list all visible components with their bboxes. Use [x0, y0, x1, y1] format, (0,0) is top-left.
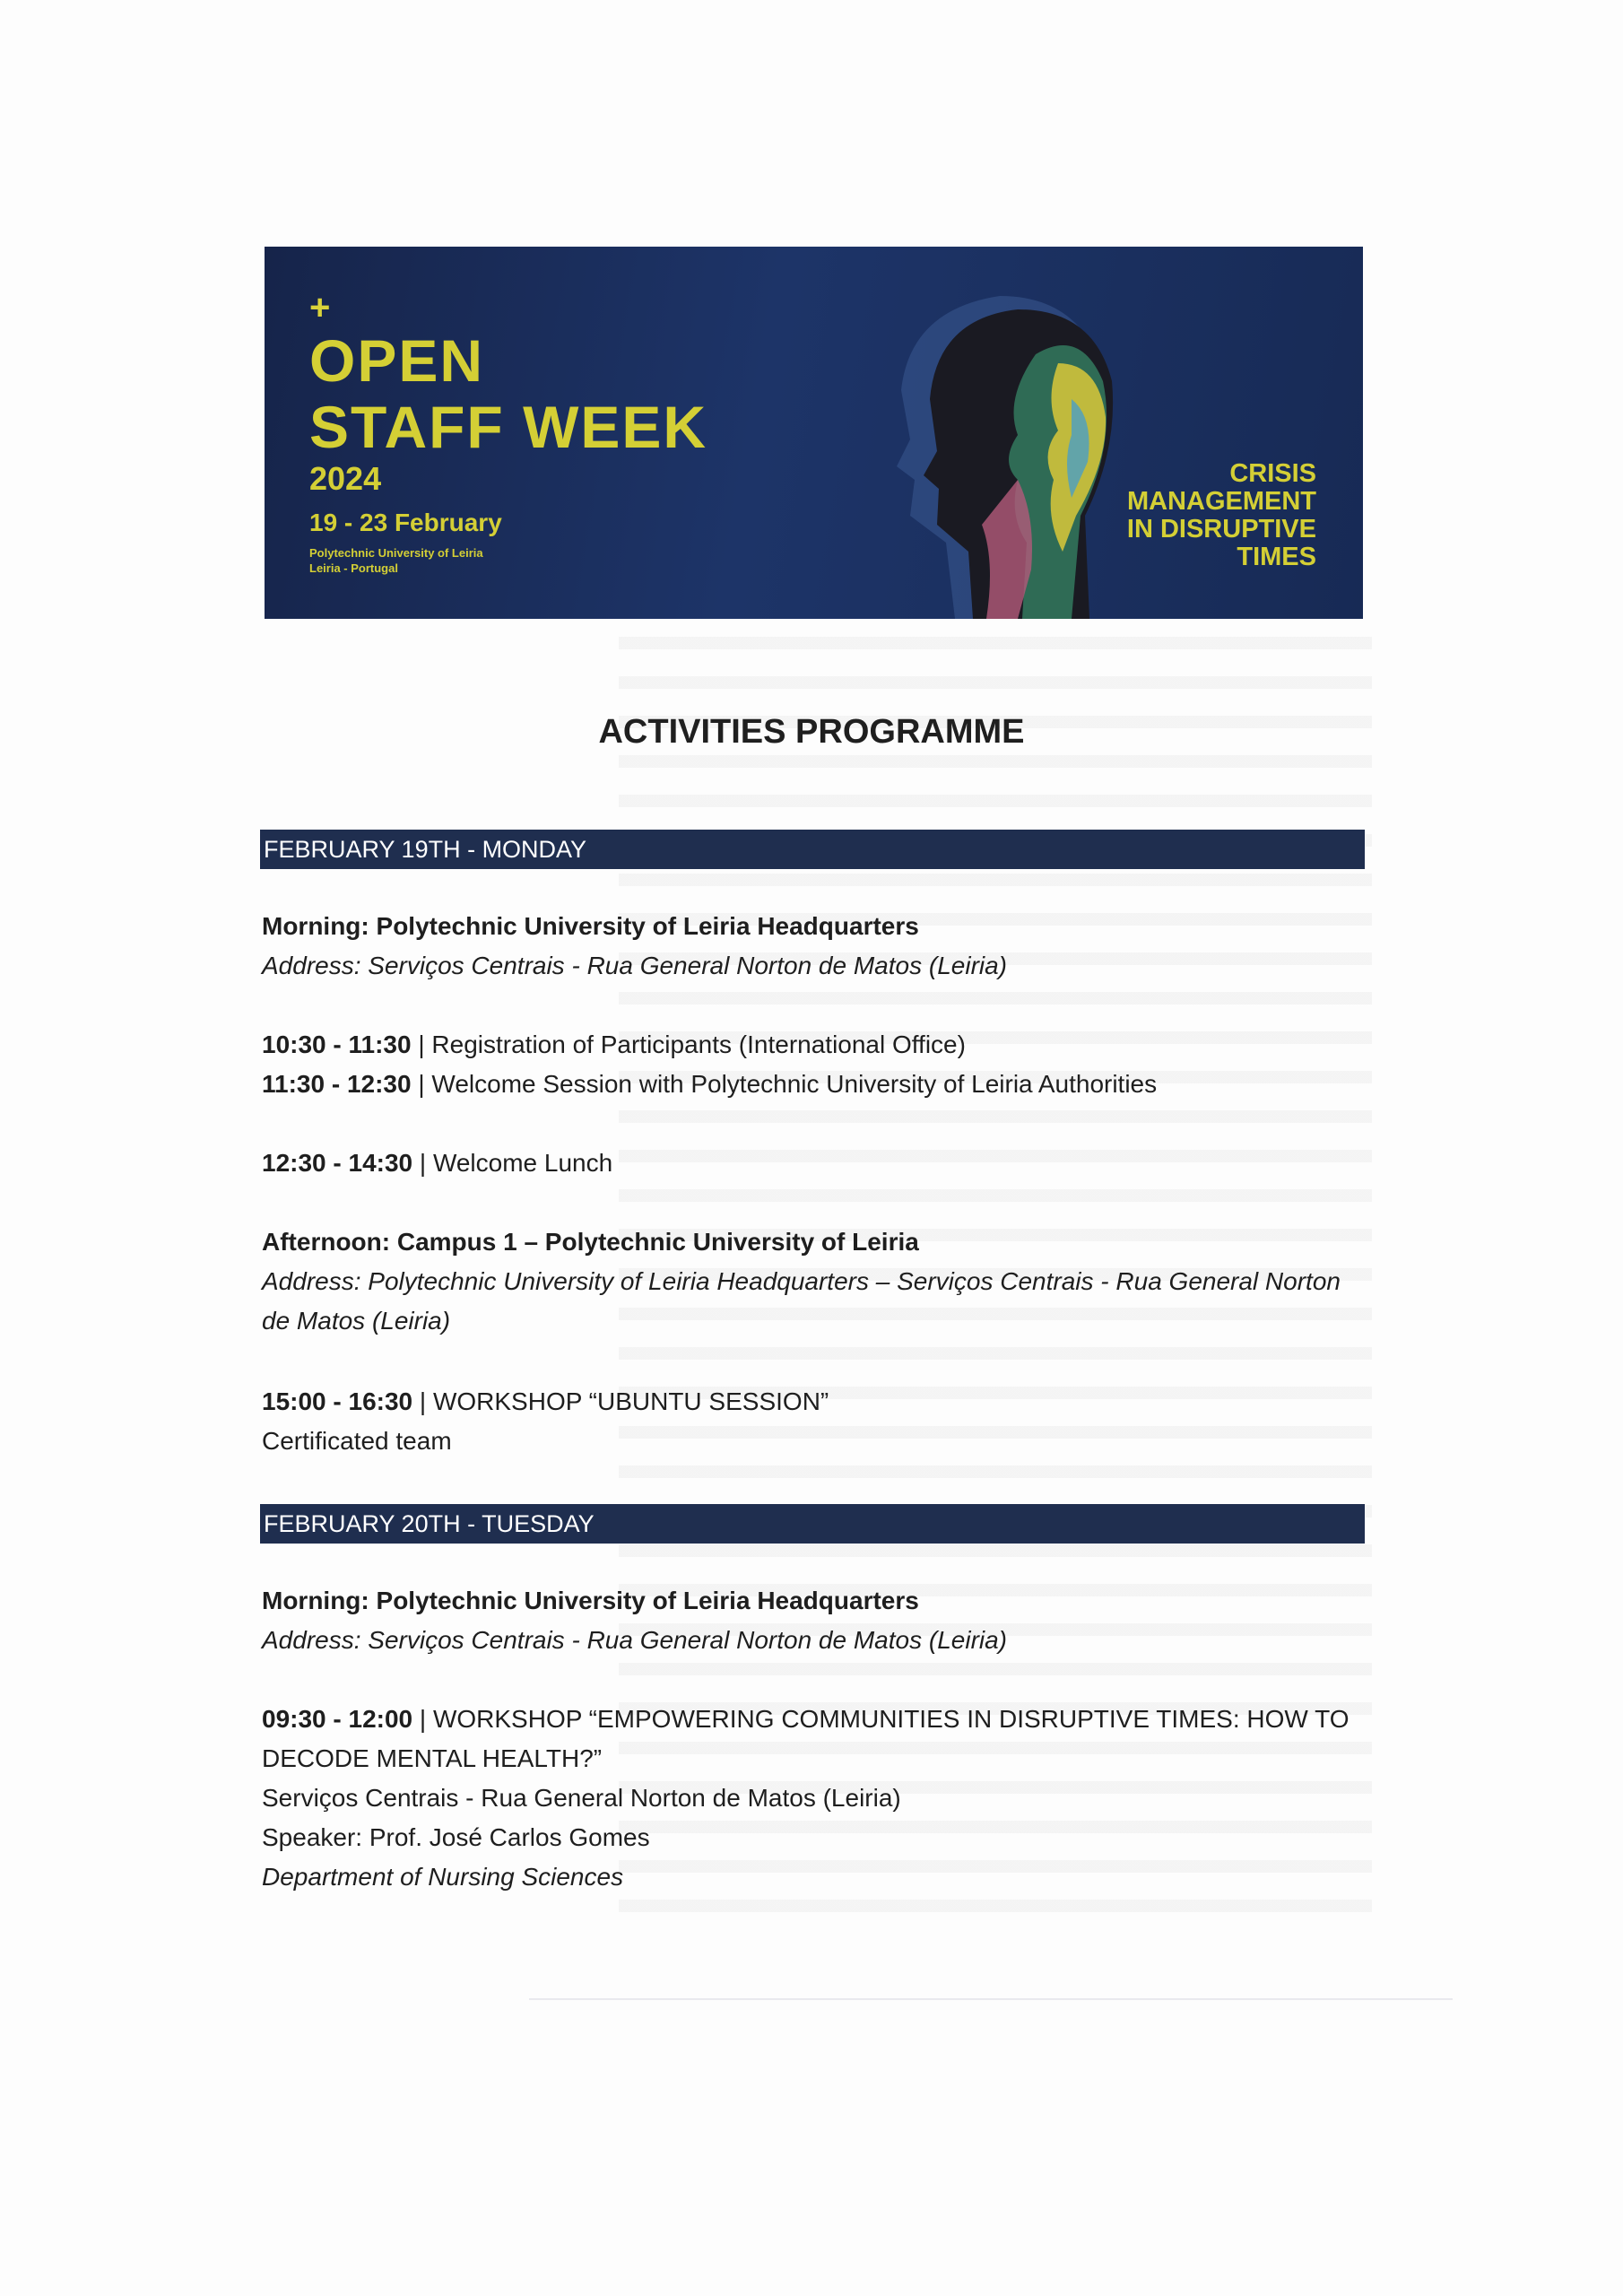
workshop-time: 09:30 - 12:00 [262, 1705, 413, 1733]
afternoon-address: Address: Polytechnic University of Leiria Headquarters – Serviços Centrais - Rua General Norton de Matos (Leiria) [262, 1267, 1341, 1335]
schedule-time: 11:30 - 12:30 [262, 1070, 412, 1098]
morning-label: Morning: Polytechnic University of Leiria Headquarters [262, 912, 919, 940]
event-title-line1: OPEN [309, 327, 485, 394]
event-location-line2: Leiria - Portugal [309, 561, 398, 575]
afternoon-label: Afternoon: Campus 1 – Polytechnic University of Leiria [262, 1228, 919, 1256]
schedule-time: 10:30 - 11:30 [262, 1031, 412, 1058]
workshop-note: Certificated team [262, 1427, 452, 1455]
morning-address: Address: Serviços Centrais - Rua General Norton de Matos (Leiria) [262, 1626, 1008, 1654]
workshop-venue: Serviços Centrais - Rua General Norton de Matos (Leiria) [262, 1784, 901, 1812]
page-divider [529, 1998, 1453, 2000]
day-header-monday: FEBRUARY 19TH - MONDAY [260, 830, 1365, 869]
event-banner [265, 247, 1363, 619]
event-title [309, 327, 707, 460]
schedule-item [262, 1147, 612, 1179]
schedule-time: 12:30 - 14:30 [262, 1149, 413, 1177]
event-year: 2024 [309, 460, 382, 497]
theme-line2: MANAGEMENT [1126, 487, 1316, 516]
workshop-speaker: Speaker: Prof. José Carlos Gomes [262, 1823, 650, 1851]
workshop-title: | WORKSHOP “UBUNTU SESSION” [412, 1387, 829, 1415]
workshop-item [262, 1386, 829, 1418]
event-location [309, 545, 483, 576]
schedule-text: | Registration of Participants (International Office) [411, 1031, 966, 1058]
day-header-tuesday: FEBRUARY 20TH - TUESDAY [260, 1504, 1365, 1544]
morning-address: Address: Serviços Centrais - Rua General Norton de Matos (Leiria) [262, 952, 1008, 979]
event-theme [1047, 460, 1316, 571]
speaker-department: Department of Nursing Sciences [262, 1863, 624, 1891]
schedule-text: | Welcome Session with Polytechnic University of Leiria Authorities [411, 1070, 1158, 1098]
theme-line3: IN DISRUPTIVE [1126, 515, 1316, 544]
morning-label: Morning: Polytechnic University of Leiria Headquarters [262, 1587, 919, 1614]
schedule-text: | Welcome Lunch [412, 1149, 613, 1177]
schedule-item [262, 1068, 1157, 1100]
plus-icon: + [309, 288, 331, 327]
event-title-line2: STAFF WEEK [309, 394, 708, 460]
theme-line4: TIMES [1237, 543, 1316, 571]
event-location-line1: Polytechnic University of Leiria [309, 546, 483, 560]
theme-line1: CRISIS [1229, 459, 1316, 488]
event-dates: 19 - 23 February [309, 509, 502, 536]
schedule-item [262, 1029, 966, 1061]
programme-title: ACTIVITIES PROGRAMME [598, 713, 1025, 751]
workshop-time: 15:00 - 16:30 [262, 1387, 413, 1415]
workshop-title: | WORKSHOP “EMPOWERING COMMUNITIES IN DISRUPTIVE TIMES: HOW TO DECODE MENTAL HEALTH?” [262, 1705, 1350, 1772]
workshop-item [262, 1700, 1374, 1779]
